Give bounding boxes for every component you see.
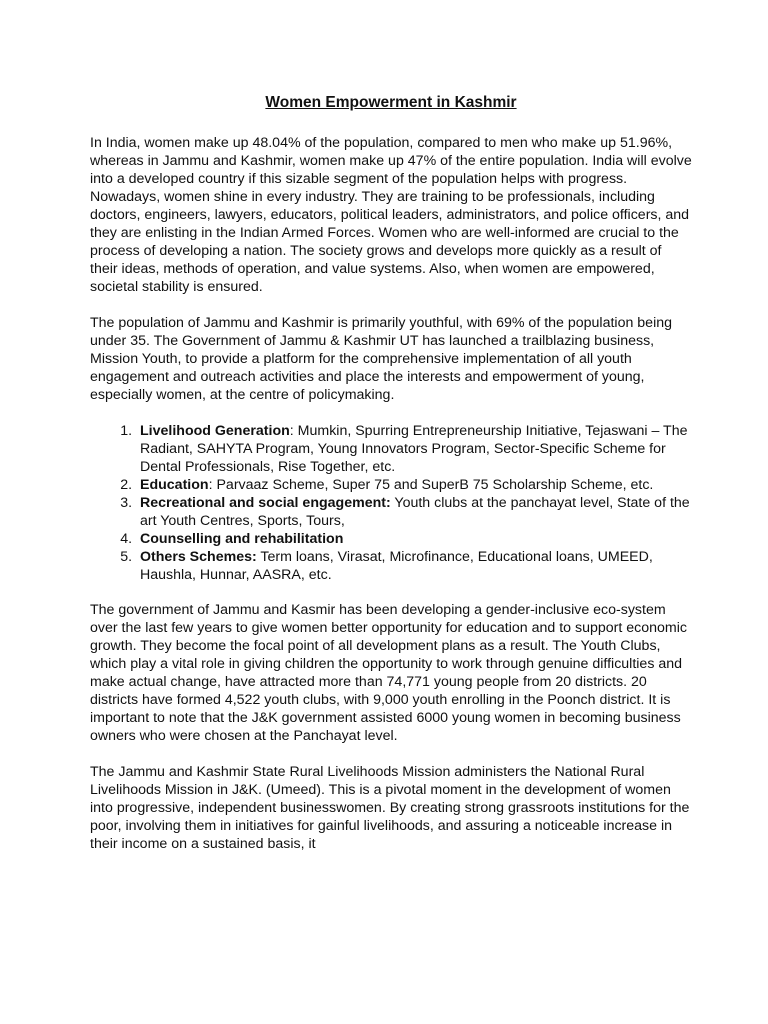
list-item-term: Livelihood Generation	[140, 423, 290, 439]
list-item-text: Youth clubs at the panchayat level, State of the art Youth Centres, Sports, Tours,	[140, 495, 690, 529]
list-item-text: Term loans, Virasat, Microfinance, Educational loans, UMEED, Haushla, Hunnar, AASRA, etc.	[140, 549, 653, 583]
document-title: Women Empowerment in Kashmir	[265, 94, 517, 111]
paragraph-2: The population of Jammu and Kashmir is primarily youthful, with 69% of the population being under 35. The Government of Jammu & Kashmir UT has launched a trailblazing business, Mission Youth, to provide a platform for the comprehensive implementation of all youth engagement and outreach activities and place the interests and empowerment of young, especially women, at the centre of policymaking.	[90, 315, 673, 403]
list-item	[136, 530, 692, 548]
list-item-separator: :	[208, 477, 217, 493]
list-item-separator: :	[289, 423, 298, 439]
list-item	[136, 476, 692, 494]
list-item-text: Parvaaz Scheme, Super 75 and SuperB 75 Scholarship Scheme, etc.	[216, 477, 654, 493]
list-item-term: Recreational and social engagement:	[140, 495, 391, 511]
list-item-text: Mumkin, Spurring Entrepreneurship Initiative, Tejaswani – The Radiant, SAHYTA Program, Young Innovators Program, Sector-Specific Scheme for Dental Professionals, Rise Together, etc.	[140, 423, 688, 475]
list-item-term: Others Schemes:	[140, 549, 257, 565]
list-item	[136, 548, 692, 584]
list-item-term: Education	[140, 477, 209, 493]
schemes-list	[90, 422, 692, 584]
list-item	[136, 422, 692, 476]
paragraph-4: The Jammu and Kashmir State Rural Livelihoods Mission administers the National Rural Livelihoods Mission in J&K. (Umeed). This is a pivotal moment in the development of women into progressive, independent businesswomen. By creating strong grassroots institutions for the poor, involving them in initiatives for gainful livelihoods, and assuring a noticeable increase in their income on a sustained basis, it	[90, 764, 690, 852]
list-item	[136, 494, 692, 530]
list-item-term: Counselling and rehabilitation	[140, 531, 344, 547]
paragraph-3: The government of Jammu and Kasmir has been developing a gender-inclusive eco-system over the last few years to give women better opportunity for education and to support economic growth. They become the focal point of all development plans as a result. The Youth Clubs, which play a vital role in giving children the opportunity to work through genuine difficulties and make actual change, have attracted more than 74,771 young people from 20 districts. 20 districts have formed 4,522 youth clubs, with 9,000 youth enrolling in the Poonch district. It is important to note that the J&K government assisted 6000 young women in becoming business owners who were chosen at the Panchayat level.	[90, 602, 687, 744]
paragraph-1: In India, women make up 48.04% of the population, compared to men who make up 51.96%, whereas in Jammu and Kashmir, women make up 47% of the entire population. India will evolve into a developed country if this sizable segment of the population helps with progress. Nowadays, women shine in every industry. They are training to be professionals, including doctors, engineers, lawyers, educators, political leaders, administrators, and police officers, and they are enlisting in the Indian Armed Forces. Women who are well-informed are crucial to the process of developing a nation. The society grows and develops more quickly as a result of their ideas, methods of operation, and value systems. Also, when women are empowered, societal stability is ensured.	[90, 135, 692, 295]
